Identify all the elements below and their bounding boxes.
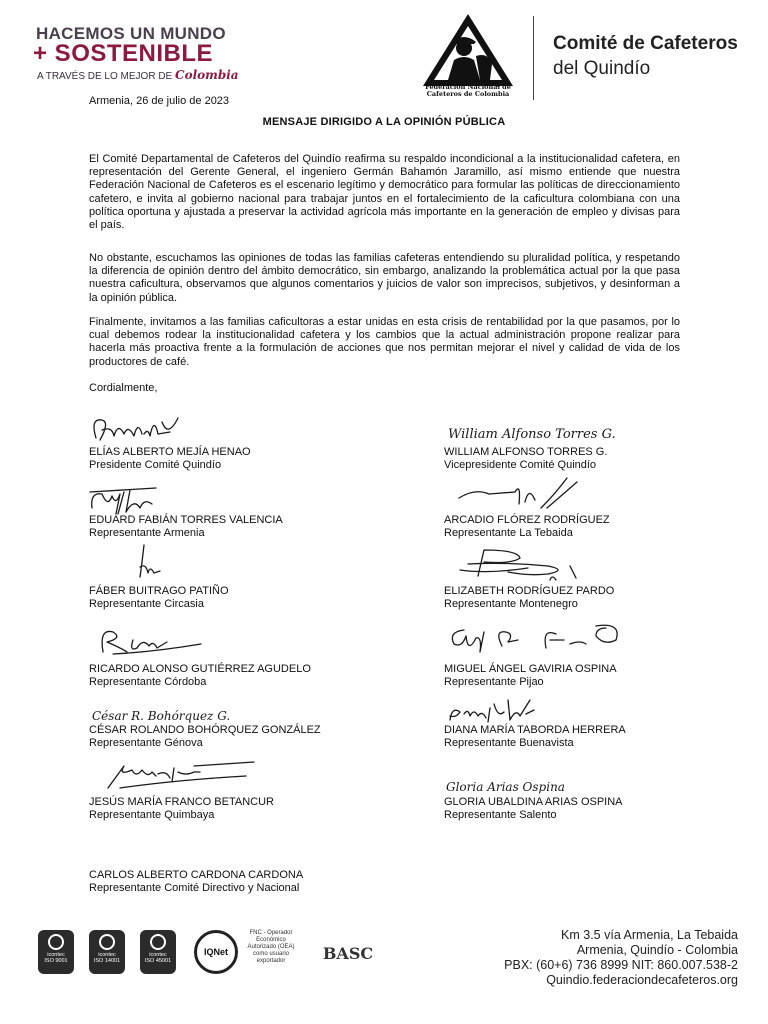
logo-caption	[418, 84, 518, 98]
signature-mejia	[88, 408, 188, 448]
campaign-line-2: + SOSTENIBLE	[33, 40, 214, 67]
icontec-cert-badge	[89, 930, 125, 974]
website-line: Quindio.federaciondecafeteros.org	[546, 973, 738, 987]
icontec-ring-icon	[99, 934, 115, 950]
logo-caption-line-2: Cafeteros de Colombia	[426, 90, 510, 98]
signatory-block	[89, 514, 283, 540]
signatory-name: CARLOS ALBERTO CARDONA CARDONA	[89, 869, 304, 881]
signature-buitrago	[130, 543, 170, 583]
header-divider	[533, 16, 534, 100]
signatory-block	[89, 869, 303, 895]
letter-date: Armenia, 26 de julio de 2023	[89, 95, 230, 107]
signatory-role: Vicepresidente Comité Quindío	[444, 459, 597, 471]
signature-torres-text: William Alfonso Torres G.	[448, 427, 616, 442]
campaign-line-3	[37, 68, 239, 82]
signatory-name: RICARDO ALONSO GUTIÉRREZ AGUDELO	[89, 663, 311, 675]
signatory-name: MIGUEL ÁNGEL GAVIRIA OSPINA	[444, 663, 617, 675]
signatory-block	[444, 796, 623, 822]
signature-torres-valencia	[86, 478, 176, 518]
phone-nit-line: PBX: (60+6) 736 8999 NIT: 860.007.538-2	[504, 958, 738, 972]
signatory-name: GLORIA UBALDINA ARIAS OSPINA	[444, 796, 623, 808]
signatory-role: Representante Salento	[444, 809, 557, 821]
signatory-role: Representante Comité Directivo y Nacional	[89, 882, 300, 894]
signatory-name: ELÍAS ALBERTO MEJÍA HENAO	[89, 446, 251, 458]
letter-title: MENSAJE DIRIGIDO A LA OPINIÓN PÚBLICA	[262, 116, 506, 128]
signature-arias-text: Gloria Arias Ospina	[446, 780, 565, 794]
signatory-role: Representante Armenia	[89, 527, 205, 539]
signatory-role: Representante Córdoba	[89, 676, 207, 688]
signatory-name: FÁBER BUITRAGO PATIÑO	[89, 585, 229, 597]
icontec-cert-badge	[38, 930, 74, 974]
oea-operator-note: FNC - Operador Económico Autorizado (OEA) como usuario exportador	[247, 930, 295, 964]
signatory-name: ELIZABETH RODRÍGUEZ PARDO	[444, 585, 615, 597]
signatory-name: WILLIAM ALFONSO TORRES G.	[444, 446, 608, 458]
signatory-block	[444, 663, 617, 689]
signatory-block	[89, 724, 321, 750]
signatory-role: Representante Génova	[89, 737, 203, 749]
icontec-ring-icon	[150, 934, 166, 950]
signatory-block	[444, 446, 607, 472]
signatory-block	[444, 724, 626, 750]
cert-brand: icontec	[47, 952, 65, 958]
signatory-role: Presidente Comité Quindío	[89, 459, 222, 471]
campaign-line-1: HACEMOS UN MUNDO	[36, 24, 226, 43]
closing-salutation: Cordialmente,	[89, 382, 158, 394]
signature-gaviria	[446, 618, 626, 658]
icontec-ring-icon	[48, 934, 64, 950]
signatory-role: Representante Montenegro	[444, 598, 578, 610]
campaign-line-3-text: A TRAVÉS DE LO MEJOR DE	[37, 71, 173, 82]
signatory-block	[444, 514, 610, 540]
signatory-role: Representante Pijao	[444, 676, 544, 688]
paragraph-2: No obstante, escuchamos las opiniones de todas las familias cafeteras entendiendo su pluralidad política, y respetando la diferencia de opinión dentro del ámbito democrático, sin embargo, analizando la problemática actual por la que pasa nuestra caficultura, observamos que algunos comentarios y juicios de valor son imprecisos, subjetivos, y desinforman a la opinión pública.	[89, 252, 680, 304]
signatory-block	[89, 585, 229, 611]
signatory-name: CÉSAR ROLANDO BOHÓRQUEZ GONZÁLEZ	[89, 724, 321, 736]
committee-name-line-1: Comité de Cafeteros	[553, 33, 738, 54]
signatory-role: Representante La Tebaida	[444, 527, 573, 539]
signature-torres	[446, 420, 636, 446]
signatory-name: EDUARD FABIÁN TORRES VALENCIA	[89, 514, 283, 526]
signature-arias	[444, 775, 634, 797]
cert-code: ISO 14001	[93, 958, 121, 964]
signatory-block	[89, 796, 274, 822]
signature-gutierrez	[93, 622, 203, 662]
signatory-role: Representante Quimbaya	[89, 809, 215, 821]
signatory-name: ARCADIO FLÓREZ RODRÍGUEZ	[444, 514, 610, 526]
signatory-block	[89, 663, 311, 689]
cert-brand: icontec	[98, 952, 116, 958]
signatory-block	[89, 446, 251, 472]
cert-brand: icontec	[149, 952, 167, 958]
campaign-script-word: Colombia	[175, 68, 239, 82]
address-line-1: Km 3.5 vía Armenia, La Tebaida	[561, 928, 738, 942]
signatory-name: JESÚS MARÍA FRANCO BETANCUR	[89, 796, 274, 808]
signatory-block	[444, 585, 614, 611]
signatory-name: DIANA MARÍA TABORDA HERRERA	[444, 724, 626, 736]
paragraph-3: Finalmente, invitamos a las familias caficultoras a estar unidas en esta crisis de rentabilidad por la que pasamos, por lo cual debemos rodear la institucionalidad cafetera y los cambios que la actual administración propone realizar para hacerla más proactiva frente a la formulación de acciones que nos permitan mejorar el nivel y calidad de vida de los productores de café.	[89, 316, 680, 368]
signatory-role: Representante Buenavista	[444, 737, 574, 749]
iqnet-seal-icon: IQNet	[194, 930, 238, 974]
signature-florez	[455, 474, 585, 514]
signature-taborda	[446, 694, 536, 726]
signatory-role: Representante Circasia	[89, 598, 204, 610]
signature-bohorquez-text: César R. Bohórquez G.	[92, 709, 231, 723]
basc-logo-icon: BASC	[322, 944, 374, 963]
paragraph-1: El Comité Departamental de Cafeteros del Quindío reafirma su respaldo incondicional a la institucionalidad cafetera, en representación del Gerente General, el ingeniero Germán Bahamón Jaramillo, así mismo entiende que nuestra Federación Nacional de Cafeteros es el escenario legítimo y democrático para formular las políticas de direccionamiento cafetero, e invita al gobierno nacional para trabajar juntos en el fortalecimiento de la caficultura colombiana con una política oportuna y ajustada a preservar la actividad agrícola más importante en la generación de empleo y divisas para el país.	[89, 153, 680, 232]
icontec-cert-badge	[140, 930, 176, 974]
cert-code: ISO 45001	[144, 958, 172, 964]
signature-rodriguez-pardo	[448, 546, 588, 586]
cert-code: ISO 9001	[44, 958, 68, 964]
address-line-2: Armenia, Quindío - Colombia	[576, 943, 738, 957]
committee-name-line-2: del Quindío	[553, 58, 651, 79]
signature-franco	[96, 756, 256, 792]
logo-caption-line-1: Federación Nacional de	[425, 83, 511, 91]
